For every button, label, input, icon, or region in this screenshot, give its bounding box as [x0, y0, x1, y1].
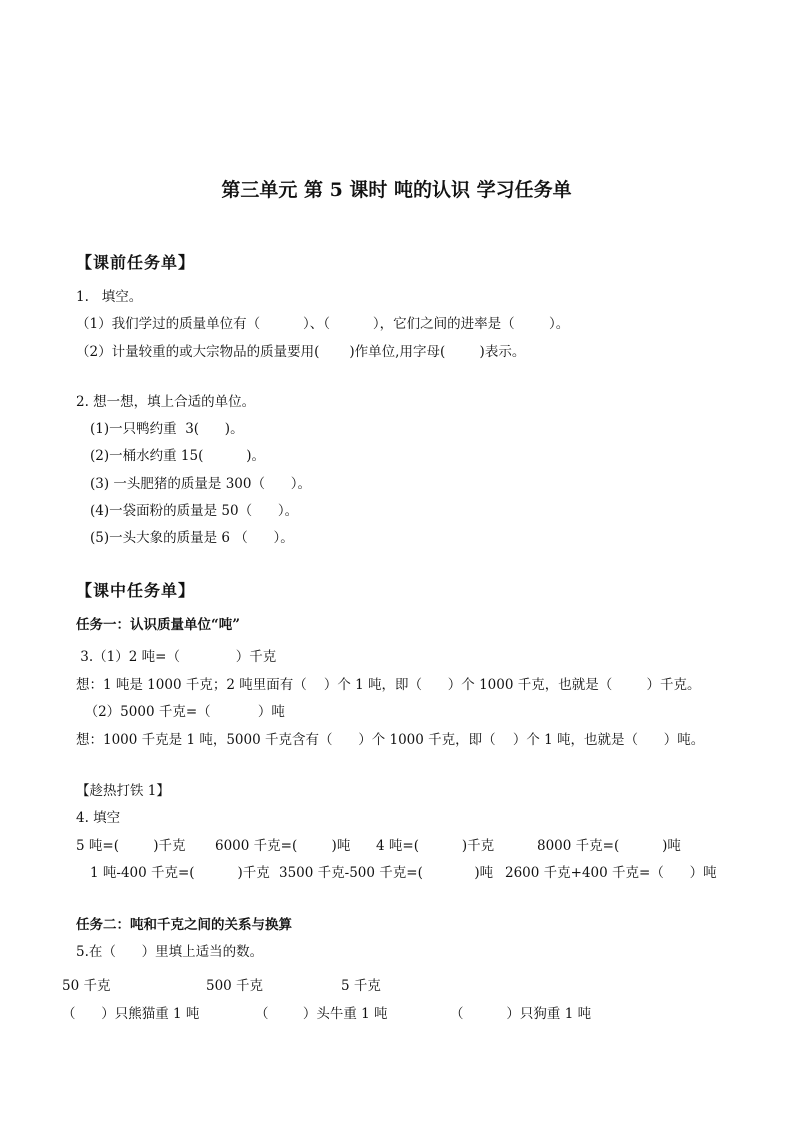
weight-panda: 50 千克 — [62, 978, 111, 994]
task-2-heading: 任务二：吨和千克之间的关系与换算 — [76, 917, 292, 933]
question-4-row-2-item-3: 2600 千克+400 千克=（ ）吨 — [505, 865, 717, 881]
answer-dog: （ ）只狗重 1 吨 — [450, 1006, 592, 1022]
weight-cow: 500 千克 — [206, 978, 264, 994]
question-3-hint-2: 想：1000 千克是 1 吨，5000 千克含有（ ）个 1000 千克，即（ ）个 1 吨，也就是（ ）吨。 — [76, 732, 705, 748]
question-5-heading: 5.在（ ）里填上适当的数。 — [76, 944, 264, 960]
question-3-part-2: （2）5000 千克=（ ）吨 — [76, 704, 285, 720]
question-2-item-1: (1)一只鸭约重 3( )。 — [90, 421, 244, 437]
task-1-heading: 任务一：认识质量单位“吨” — [76, 617, 241, 633]
question-1-line-1: （1）我们学过的质量单位有（ ）、（ ），它们之间的进率是（ ）。 — [76, 316, 570, 332]
page-title: 第三单元 第 5 课时 吨的认识 学习任务单 — [221, 179, 572, 201]
weight-dog: 5 千克 — [341, 978, 381, 994]
answer-cow: （ ）头牛重 1 吨 — [255, 1006, 388, 1022]
question-3-hint-1: 想：1 吨是 1000 千克；2 吨里面有（ ）个 1 吨，即（ ）个 1000 千克，也就是（ ）千克。 — [76, 677, 701, 693]
question-1-heading: 1. 填空。 — [76, 289, 143, 305]
question-2-item-5: (5)一头大象的质量是 6 （ ）。 — [90, 530, 294, 546]
question-4-row-1-item-4: 8000 千克=( )吨 — [537, 838, 681, 854]
answer-panda: （ ）只熊猫重 1 吨 — [62, 1006, 200, 1022]
question-1-line-2: （2）计量较重的或大宗物品的质量要用( )作单位,用字母( )表示。 — [76, 344, 526, 360]
pre-class-section-heading: 【课前任务单】 — [76, 253, 196, 272]
question-2-item-3: (3) 一头肥猪的质量是 300（ ）。 — [90, 476, 311, 492]
question-4-row-2-item-2: 3500 千克-500 千克=( )吨 — [279, 865, 494, 881]
question-4-row-1-item-3: 4 吨=( )千克 — [376, 838, 495, 854]
question-4-row-2-item-1: 1 吨-400 千克=( )千克 — [90, 865, 270, 881]
question-2-heading: 2. 想一想，填上合适的单位。 — [76, 394, 256, 410]
practice-heading: 【趁热打铁 1】 — [76, 783, 170, 799]
question-2-item-2: (2)一桶水约重 15( )。 — [90, 448, 266, 464]
question-4-row-1-item-1: 5 吨=( )千克 — [76, 838, 186, 854]
in-class-section-heading: 【课中任务单】 — [76, 581, 196, 600]
question-3-part-1: 3.（1）2 吨=（ ）千克 — [76, 649, 277, 665]
question-4-row-1-item-2: 6000 千克=( )吨 — [215, 838, 351, 854]
question-2-item-4: (4)一袋面粉的质量是 50（ ）。 — [90, 503, 299, 519]
question-4-heading: 4. 填空 — [76, 810, 121, 826]
